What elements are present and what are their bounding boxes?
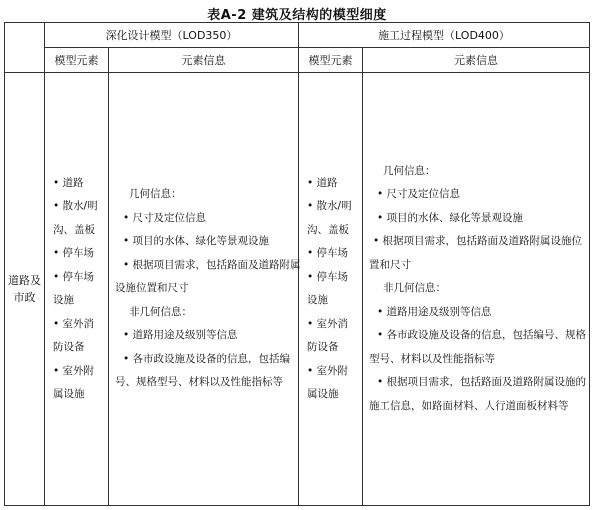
lod350-header: 深化设计模型（LOD350）	[45, 23, 299, 48]
lod400-element-line: 属设施	[307, 388, 339, 400]
lod350-element-line: • 停车场	[53, 247, 95, 259]
lod350-info-line: 设施位置和尺寸	[115, 282, 189, 295]
lod400-info-line: • 各市政设施及设备的信息，包括编号、规格	[377, 329, 587, 342]
lod350-info-line: 几何信息：	[129, 188, 182, 201]
lod350-info-line: • 项目的水体、绿化等景观设施	[123, 235, 270, 248]
lod400-info-line: • 项目的水体、绿化等景观设施	[377, 211, 524, 224]
lod400-info-line: • 尺寸及定位信息	[377, 188, 461, 201]
lod350-element-line: 防设备	[53, 341, 85, 353]
lod350-element-line: • 室外附	[53, 364, 95, 377]
lod400-model-element-header: 模型元素	[299, 48, 363, 73]
lod350-element-line: • 散水/明	[53, 200, 98, 212]
lod400-element-info-header: 元素信息	[363, 48, 590, 73]
lod400-info-line: 几何信息：	[383, 164, 436, 177]
lod350-info-line: • 尺寸及定位信息	[123, 211, 207, 224]
lod400-element-line: • 停车场	[307, 270, 349, 283]
lod350-info-line: • 各市政设施及设备的信息，包括编	[123, 352, 291, 365]
lod400-element-line: 防设备	[307, 341, 339, 353]
lod400-element-line: 沟、盖板	[307, 223, 349, 236]
lod400-info-line: • 道路用途及级别等信息	[377, 305, 492, 318]
lod350-element-line: 属设施	[53, 388, 85, 400]
lod400-info-cell	[363, 73, 590, 506]
lod400-element-line: • 散水/明	[307, 200, 352, 212]
category-header-cell	[5, 23, 45, 73]
lod400-element-line: • 室外附	[307, 364, 349, 377]
lod350-element-line: • 室外消	[53, 317, 95, 330]
lod350-info-line: 非几何信息：	[129, 305, 192, 318]
category-cell	[5, 73, 45, 506]
lod350-elements-cell	[45, 73, 109, 506]
lod400-elements-cell	[299, 73, 363, 506]
lod400-info-line: 置和尺寸	[369, 258, 411, 271]
lod350-element-line: 沟、盖板	[53, 223, 95, 236]
category-label-line2: 市政	[13, 291, 36, 304]
model-detail-table	[4, 22, 589, 506]
lod400-info-line: 施工信息，如路面材料、人行道面板材料等	[369, 399, 569, 412]
lod400-info-line: • 根据项目需求，包括路面及道路附属设施位	[373, 235, 583, 248]
lod400-element-line: • 停车场	[307, 247, 349, 259]
lod350-element-line: • 道路	[53, 176, 84, 189]
lod400-info-line: • 根据项目需求，包括路面及道路附属设施的	[377, 376, 587, 389]
lod350-element-line: 设施	[53, 294, 74, 306]
lod350-model-element-header: 模型元素	[45, 48, 109, 73]
lod350-info-cell	[109, 73, 299, 506]
table-title: 表A-2 建筑及结构的模型细度	[207, 8, 387, 23]
lod350-element-info-header: 元素信息	[109, 48, 299, 73]
lod400-info-line: 非几何信息：	[383, 282, 446, 295]
lod350-info-line: • 根据项目需求，包括路面及道路附属	[123, 258, 301, 271]
lod400-header: 施工过程模型（LOD400）	[299, 23, 590, 48]
lod400-element-line: • 道路	[307, 176, 338, 189]
lod350-info-line: • 道路用途及级别等信息	[123, 329, 238, 342]
lod400-info-line: 型号、材料以及性能指标等	[369, 352, 495, 365]
lod350-info-line: 号、规格型号、材料以及性能指标等	[115, 376, 283, 389]
lod400-element-line: • 室外消	[307, 317, 349, 330]
lod350-element-line: • 停车场	[53, 270, 95, 283]
category-label-line1: 道路及	[8, 274, 41, 287]
lod400-element-line: 设施	[307, 294, 328, 306]
